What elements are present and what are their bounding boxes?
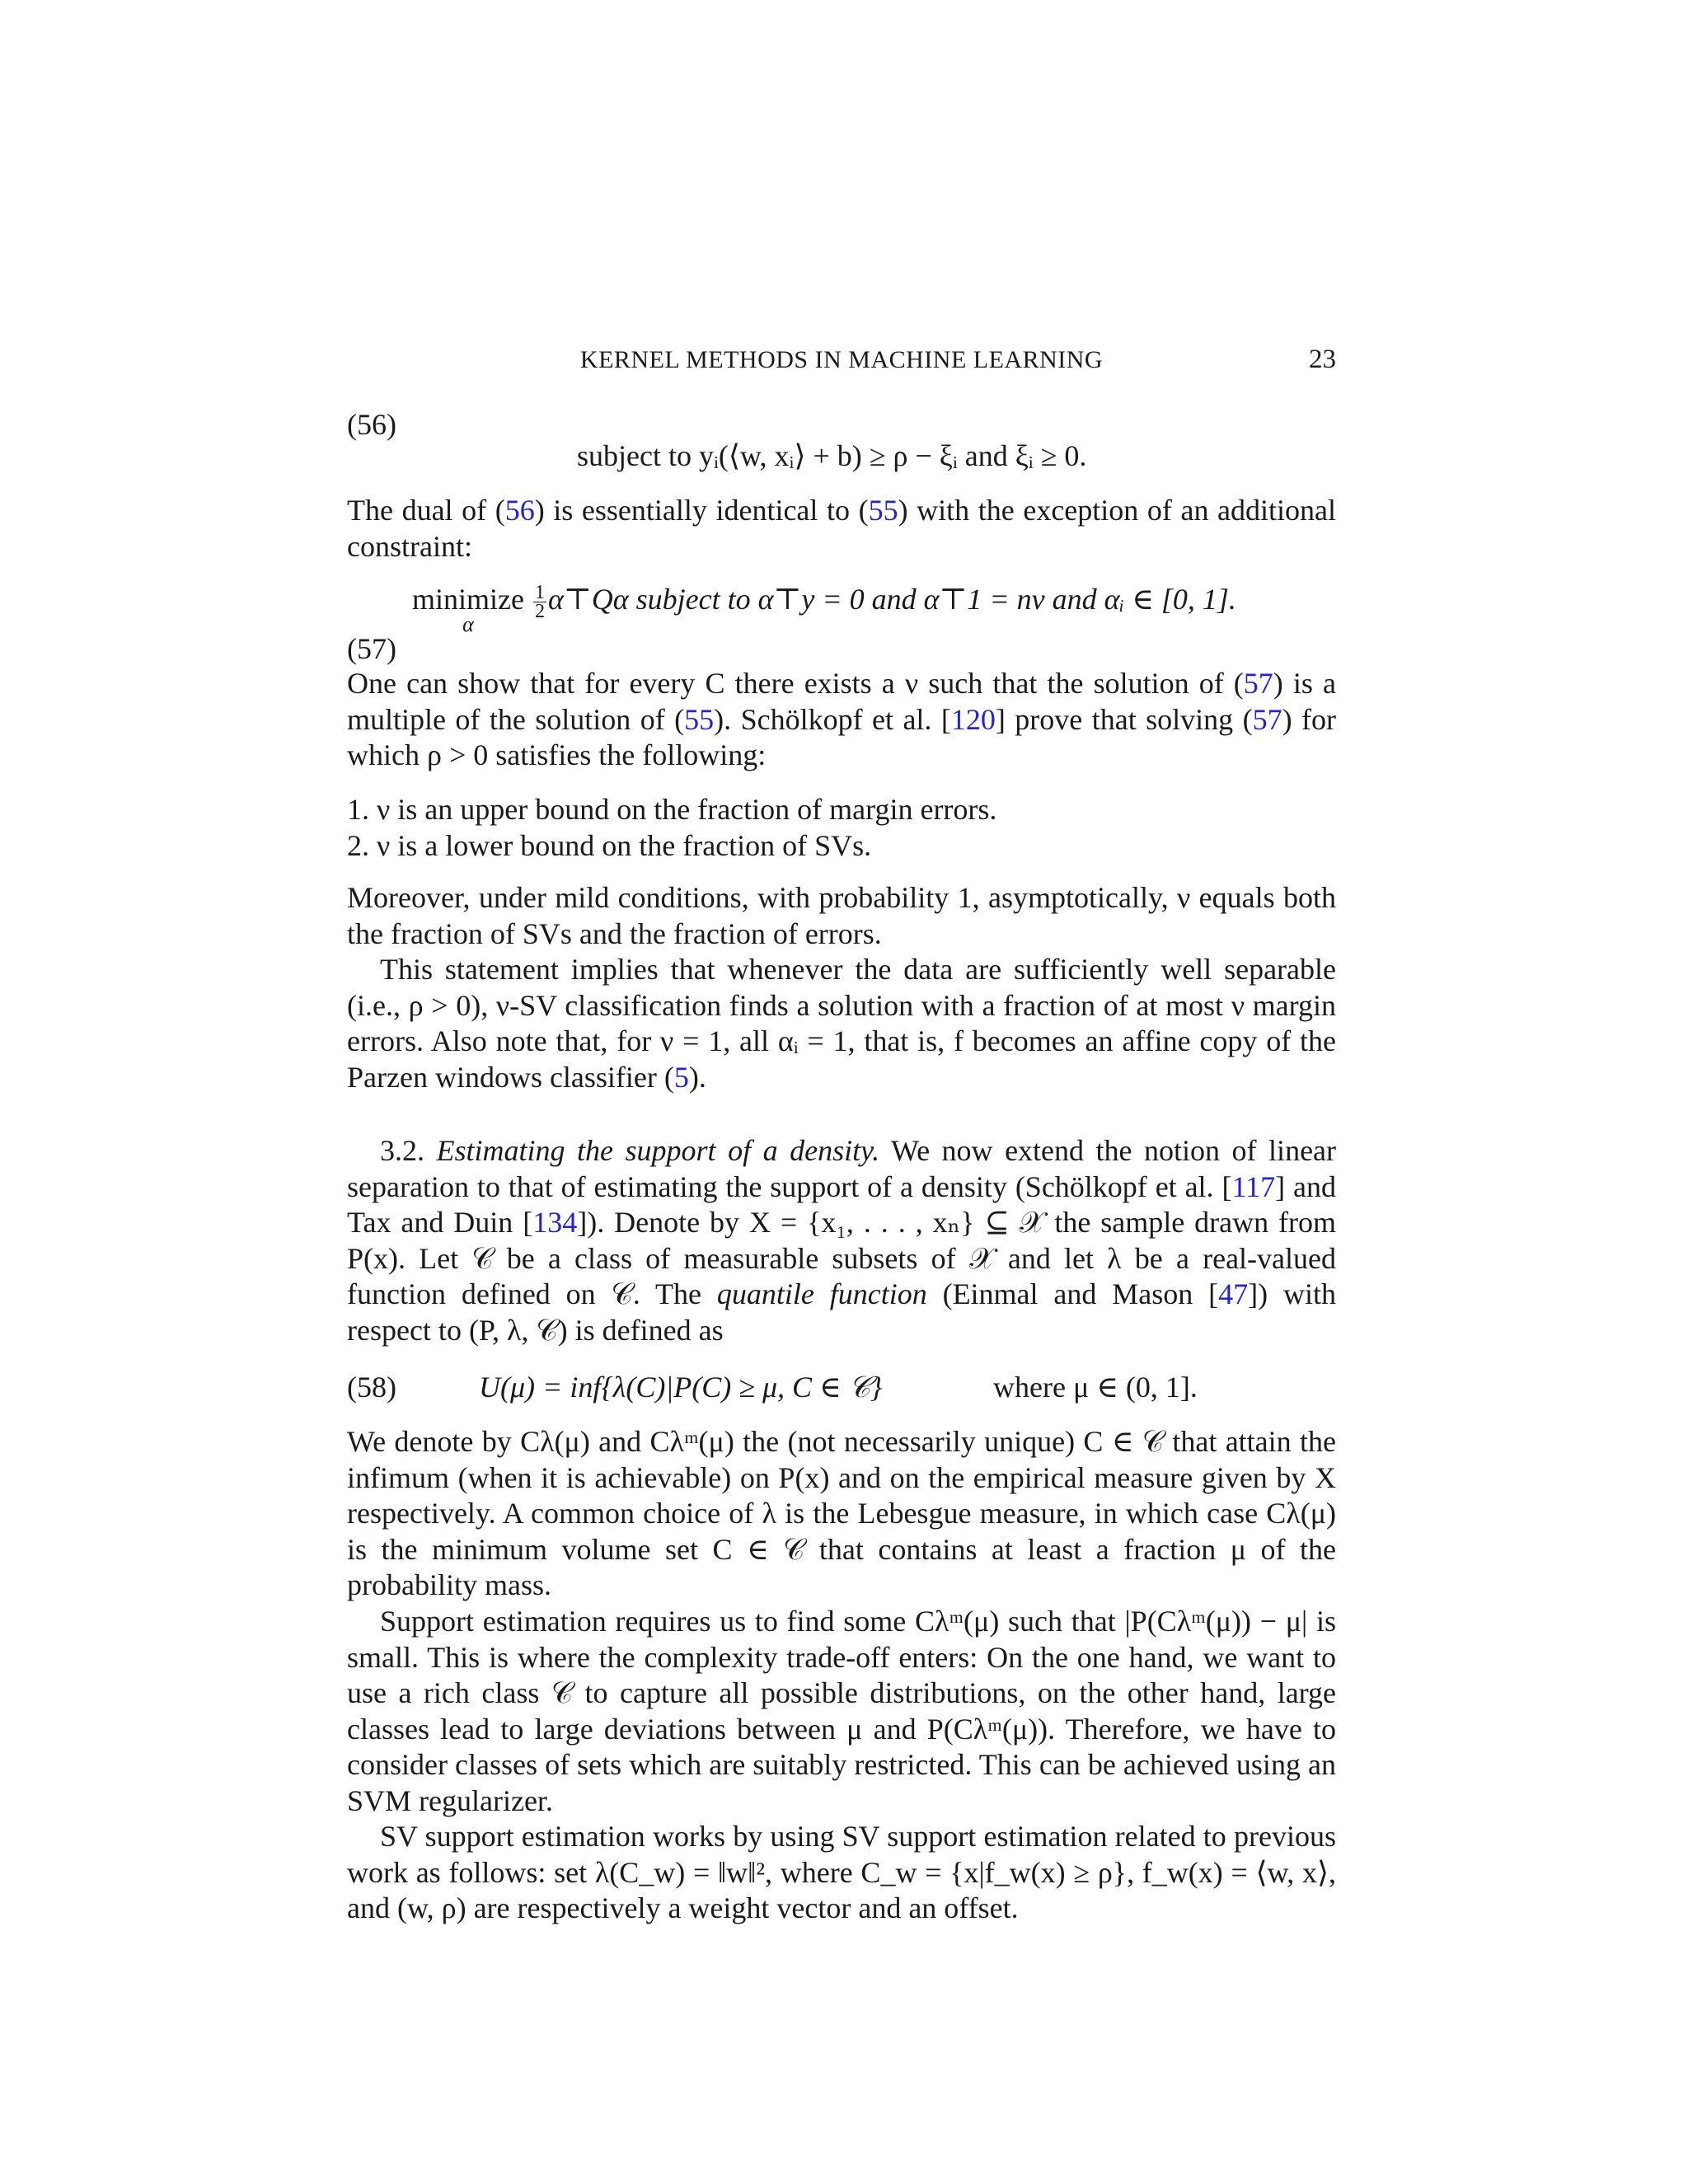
paragraph-sv-support: SV support estimation works by using SV support estimation related to previous work as follows: set λ(C_w) = ‖w‖², where C_w = {x|f_w(x) ≥ ρ}, f_w(x) = ⟨w, x⟩, and (w, ρ) are respectively a weight vector and an offset.	[347, 1820, 1336, 1924]
running-head	[347, 342, 1336, 378]
equation-ref-57[interactable]: 57	[1243, 667, 1273, 700]
citation-134[interactable]: 134	[532, 1206, 578, 1239]
section-number: 3.2.	[380, 1134, 424, 1167]
running-title: KERNEL METHODS IN MACHINE LEARNING	[579, 346, 1104, 373]
equation-ref-55[interactable]: 55	[868, 494, 898, 527]
equation-56	[347, 407, 1336, 481]
citation-120[interactable]: 120	[950, 702, 996, 736]
equation-number: (58)	[347, 1371, 396, 1404]
fraction-half: $\frac{1}{2}$	[534, 582, 545, 623]
paragraph-statement: This statement implies that whenever the data are sufficiently well separable (i.e., ρ > 0), ν-SV classification finds a solution with a fraction of at most ν margin errors. Also note that, for ν = 1, all αᵢ = 1, that is, f becomes an affine copy of the Parzen windows classifier (5).	[347, 953, 1336, 1094]
section-title: Estimating the support of a density.	[436, 1134, 880, 1167]
equation-57	[347, 582, 1336, 664]
equation-body: minimize α $\frac{1}{2}$ α⊤Qα subject to α⊤y = 0 and α⊤1 = nν and αᵢ ∈ [0, 1].	[412, 582, 1236, 636]
citation-117[interactable]: 117	[1231, 1169, 1276, 1203]
list-item: 1. ν is an upper bound on the fraction of margin errors.	[347, 793, 997, 826]
equation-condition: where μ ∈ (0, 1].	[993, 1371, 1198, 1404]
property-list	[347, 792, 1336, 864]
equation-ref-57[interactable]: 57	[1252, 702, 1282, 736]
equation-number: (57)	[347, 632, 396, 665]
section-3-2: 3.2. Estimating the support of a density. We now extend the notion of linear separation to that of estimating the support of a density (Schölkopf et al. [117] and Tax and Duin [134]). Denote by X = {x₁, . . . , xₙ} ⊆ 𝒳 the sample drawn from P(x). Let 𝒞 be a class of measurable subsets of 𝒳 and let λ be a real-valued function defined on 𝒞. The quantile function (Einmal and Mason [47]) with respect to (P, λ, 𝒞) is defined as	[347, 1134, 1337, 1347]
paragraph-denote: We denote by Cλ(μ) and Cλᵐ(μ) the (not necessarily unique) C ∈ 𝒞 that attain the infimum (when it is achievable) on P(x) and on the empirical measure given by X respectively. A common choice of λ is the Lebesgue measure, in which case Cλ(μ) is the minimum volume set C ∈ 𝒞 that contains at least a fraction μ of the probability mass.	[347, 1425, 1336, 1601]
list-item: 2. ν is a lower bound on the fraction of SVs.	[347, 828, 872, 862]
page-number: 23	[1309, 344, 1336, 374]
equation-body: U(μ) = inf{λ(C)|P(C) ≥ μ, C ∈ 𝒞}	[479, 1371, 883, 1404]
minimize-operator: minimize α	[412, 583, 524, 636]
paragraph-dual: The dual of (56) is essentially identical to (55) with the exception of an additional constraint:	[347, 494, 1336, 563]
paragraph-support: Support estimation requires us to find some Cλᵐ(μ) such that |P(Cλᵐ(μ)) − μ| is small. This is where the complexity trade-off enters: On the one hand, we want to use a rich class 𝒞 to capture all possible distributions, on the other hand, large classes lead to large deviations between μ and P(Cλᵐ(μ)). Therefore, we have to consider classes of sets which are suitably restricted. This can be achieved using an SVM regularizer.	[347, 1605, 1336, 1817]
equation-ref-5[interactable]: 5	[673, 1060, 689, 1094]
paragraph-show: One can show that for every C there exists a ν such that the solution of (57) is a multiple of the solution of (55). Schölkopf et al. [120] prove that solving (57) for which ρ > 0 satisfies the following:	[347, 667, 1337, 771]
paragraph-moreover: Moreover, under mild conditions, with probability 1, asymptotically, ν equals both the fraction of SVs and the fraction of errors.	[347, 881, 1336, 950]
citation-47[interactable]: 47	[1218, 1277, 1249, 1310]
equation-ref-55[interactable]: 55	[684, 702, 715, 736]
equation-number: (56)	[347, 408, 396, 441]
equation-58	[347, 1370, 1336, 1411]
equation-body: subject to yᵢ(⟨w, xᵢ⟩ + b) ≥ ρ − ξᵢ and ξᵢ ≥ 0.	[577, 439, 1087, 472]
equation-ref-56[interactable]: 56	[504, 494, 535, 527]
